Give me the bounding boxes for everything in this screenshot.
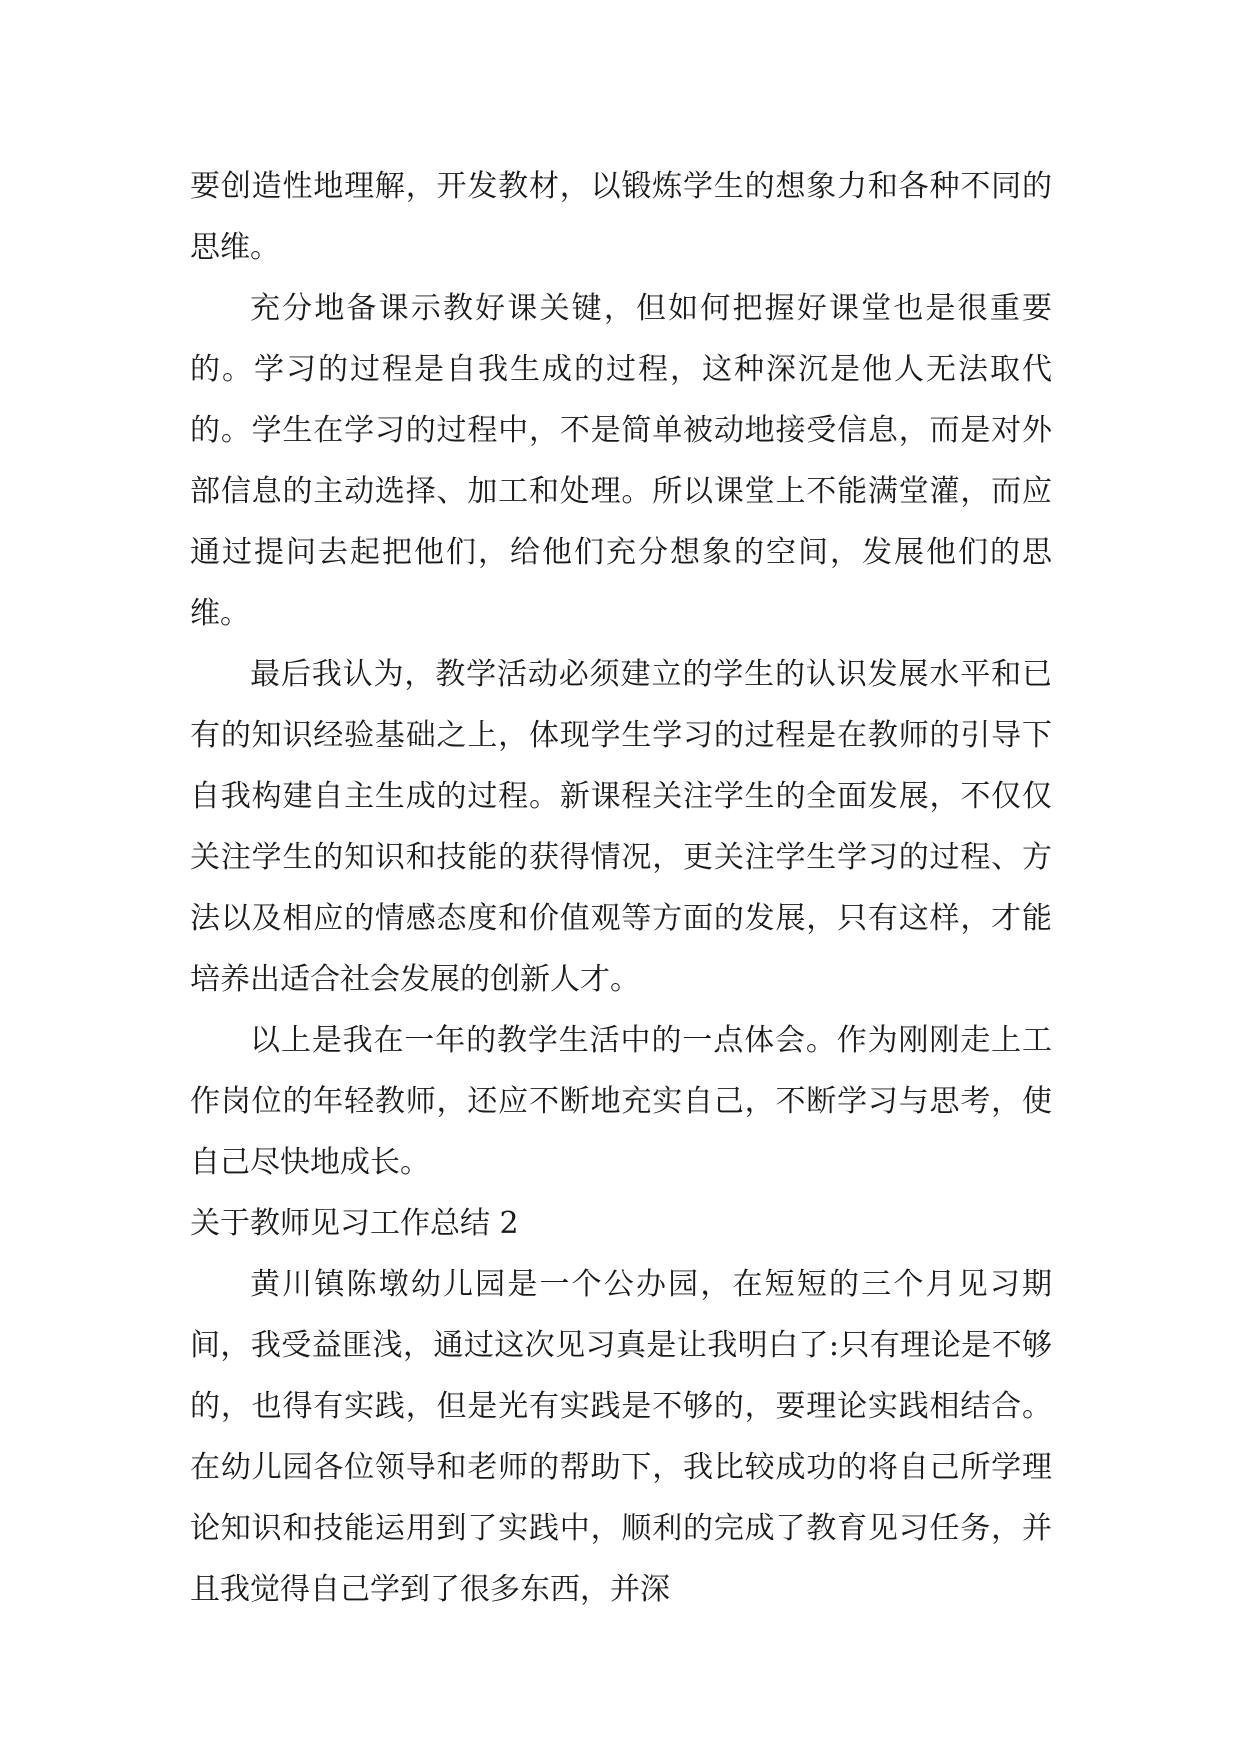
- document-body: [190, 156, 1052, 1620]
- paragraph-4: 以上是我在一年的教学生活中的一点体会。作为刚刚走上工作岗位的年轻教师，还应不断地充实自己，不断学习与思考，使自己尽快地成长。: [190, 1023, 1052, 1180]
- section-heading: 关于教师见习工作总结 2: [190, 1206, 519, 1241]
- paragraph-3: 最后我认为，教学活动必须建立的学生的认识发展水平和已有的知识经验基础之上，体现学生学习的过程是在教师的引导下自我构建自主生成的过程。新课程关注学生的全面发展，不仅仅关注学生的知识和技能的获得情况，更关注学生学习的过程、方法以及相应的情感态度和价值观等方面的发展，只有这样，才能培养出适合社会发展的创新人才。: [190, 657, 1052, 997]
- paragraph-1: 要创造性地理解，开发教材，以锻炼学生的想象力和各种不同的思维。: [190, 169, 1052, 265]
- paragraph-2: 充分地备课示教好课关键，但如何把握好课堂也是很重要的。学习的过程是自我生成的过程，这种深沉是他人无法取代的。学生在学习的过程中，不是简单被动地接受信息，而是对外部信息的主动选择、加工和处理。所以课堂上不能满堂灌，而应通过提问去起把他们，给他们充分想象的空间，发展他们的思维。: [190, 291, 1052, 631]
- paragraph-5: 黄川镇陈墩幼儿园是一个公办园，在短短的三个月见习期间，我受益匪浅，通过这次见习真是让我明白了:只有理论是不够的，也得有实践，但是光有实践是不够的，要理论实践相结合。在幼儿园各位领导和老师的帮助下，我比较成功的将自己所学理论知识和技能运用到了实践中，顺利的完成了教育见习任务，并且我觉得自己学到了很多东西，并深: [190, 1267, 1052, 1607]
